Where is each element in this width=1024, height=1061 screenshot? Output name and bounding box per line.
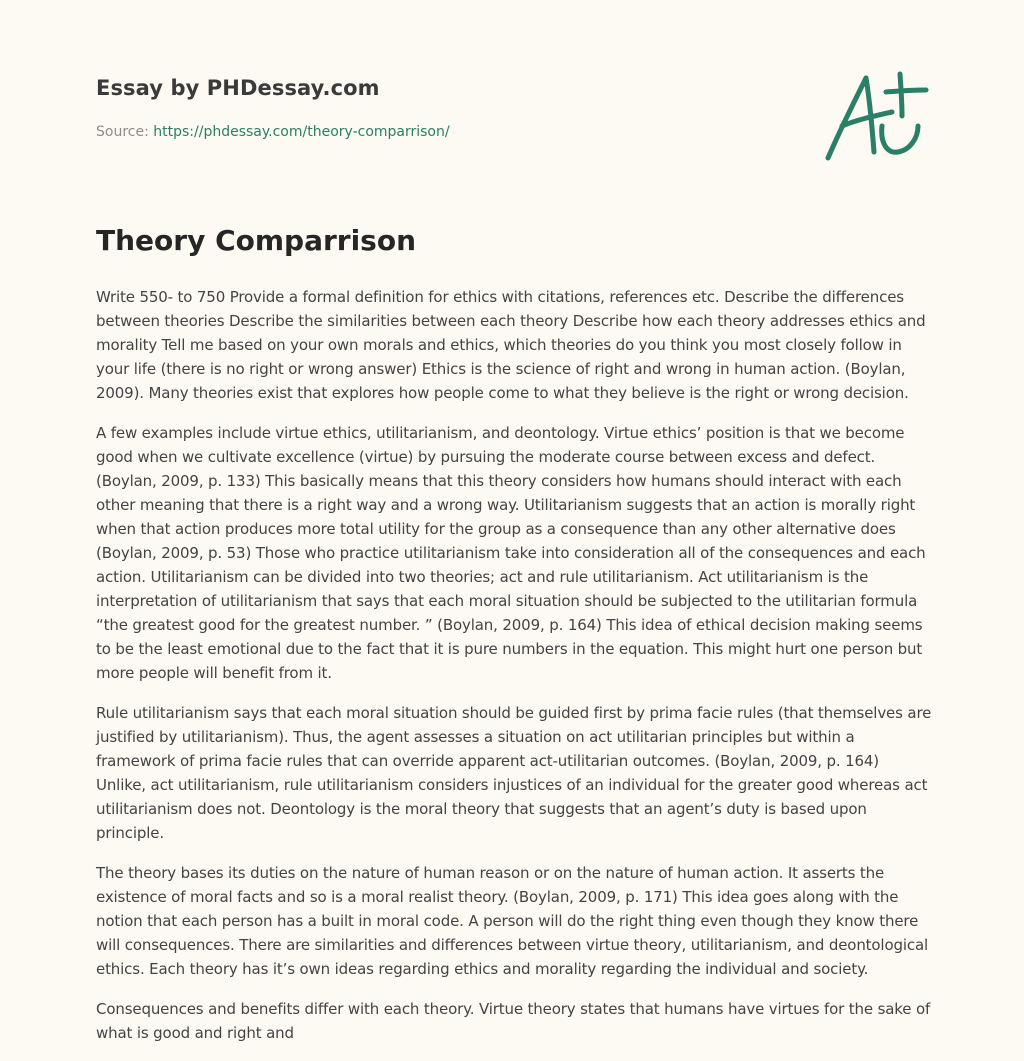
a-plus-grade-icon [822,66,930,166]
source-link[interactable]: https://phdessay.com/theory-comparrison/ [153,124,450,140]
paragraph: Write 550- to 750 Provide a formal definition for ethics with citations, references etc. Describe the differences between theories Describe the similarities between each theory Describe how each theory addresses ethics and morality Tell me based on your own morals and ethics, which theories do you think you most closely follow in your life (there is no right or wrong answer) Ethics is the science of right and wrong in human action. (Boylan, 2009). Many theories exist that explores how people come to what they believe is the right or wrong decision. [96,288,926,402]
paragraph: The theory bases its duties on the nature of human reason or on the nature of human action. It asserts the existence of moral facts and so is a moral realist theory. (Boylan, 2009, p. 171) This idea goes along with the notion that each person has a built in moral code. A person will do the right thing even though they know there will consequences. There are similarities and differences between virtue theory, utilitarianism, and deontological ethics. Each theory has it’s own ideas regarding ethics and morality regarding the individual and society. [96,864,929,978]
paragraph: Rule utilitarianism says that each moral situation should be guided first by prima facie rules (that themselves are justified by utilitarianism). Thus, the agent assesses a situation on act utilitarian principles but within a framework of prima facie rules that can override apparent act-utilitarian outcomes. (Boylan, 2009, p. 164) Unlike, act utilitarianism, rule utilitarianism considers injustices of an individual for the greater good whereas act utilitarianism does not. Deontology is the moral theory that suggests that an agent’s duty is based upon principle. [96,704,932,842]
brand-title: Essay by PHDessay.com [96,76,380,100]
document-title: Theory Comparrison [96,224,417,257]
page-header [96,0,928,190]
source-label: Source: [96,124,154,140]
source-line [96,124,450,140]
paragraph: A few examples include virtue ethics, utilitarianism, and deontology. Virtue ethics’ position is that we become good when we cultivate excellence (virtue) by pursuing the moderate course between excess and defect. (Boylan, 2009, p. 133) This basically means that this theory considers how humans should interact with each other meaning that there is a right way and a wrong way. Utilitarianism suggests that an action is morally right when that action produces more total utility for the group as a consequence than any other alternative does (Boylan, 2009, p. 53) Those who practice utilitarianism take into consideration all of the consequences and each action. Utilitarianism can be divided into two theories; act and rule utilitarianism. Act utilitarianism is the interpretation of utilitarianism that says that each moral situation should be subjected to the utilitarian formula “the greatest good for the greatest number. ” (Boylan, 2009, p. 164) This idea of ethical decision making seems to be the least emotional due to the fact that it is pure numbers in the equation. This might hurt one person but more people will benefit from it. [96,424,926,682]
paragraph: Consequences and benefits differ with each theory. Virtue theory states that humans have virtues for the sake of what is good and right and [96,1000,931,1042]
essay-body [96,285,932,1061]
